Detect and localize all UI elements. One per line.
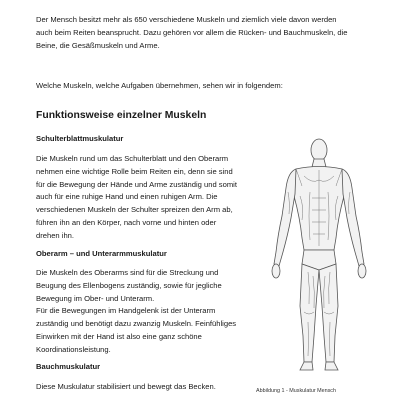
arm-line: zuständig und benötigt dazu zwanzig Muskeln. Feinfühliges [36, 319, 237, 329]
arm-line: Einwirken mit der Hand ist also eine ganz schöne [36, 331, 202, 341]
schulter-paragraph [36, 153, 237, 243]
arm-line: Beugung des Ellenbogens zuständig, sowie für jegliche [36, 280, 222, 290]
bauch-line: Diese Muskulatur stabilisiert und bewegt das Becken. [36, 382, 216, 391]
arm-line: Bewegung im Ober- und Unterarm. [36, 293, 155, 303]
schulter-heading: Schulterblattmuskulatur [36, 134, 124, 143]
figure-caption: Abbildung 1 - Muskulatur Mensch [256, 388, 337, 394]
intro-line: Beine, die Gesäßmuskeln und Arme. [36, 40, 160, 50]
arm-line: Die Muskeln des Oberarms sind für die Streckung und [36, 268, 219, 277]
schulter-line: drehen ihn. [36, 230, 74, 240]
question-line: Welche Muskeln, welche Aufgaben übernehmen, sehen wir in folgendem: [36, 81, 283, 90]
schulter-line: für die Bewegung der Hände und Arme zuständig und somit [36, 179, 237, 189]
section-heading: Funktionsweise einzelner Muskeln [36, 110, 207, 121]
muscle-figure-illustration [264, 136, 374, 376]
bauch-heading: Bauchmuskulatur [36, 362, 101, 371]
arm-paragraph [36, 267, 236, 357]
question-paragraph [36, 80, 283, 93]
schulter-line: nehmen eine wichtige Rolle beim Reiten ein, denn sie sind [36, 166, 233, 176]
schulter-line: Die Muskeln rund um das Schulterblatt und den Oberarm [36, 154, 229, 163]
schulter-line: verschiedenen Muskeln der Schulter spreizen den Arm ab, [36, 205, 233, 215]
intro-paragraph [36, 14, 366, 52]
arm-line: Für die Bewegungen im Handgelenk ist der Unterarm [36, 306, 216, 316]
arm-line: Koordinationsleistung. [36, 344, 111, 354]
schulter-line: auch für eine ruhige Hand und einen ruhigen Arm. Die [36, 192, 218, 202]
schulter-line: führen ihn an den Körper, nach vorne und hinten oder [36, 217, 217, 227]
intro-line: auch beim Reiten beansprucht. Dazu gehören vor allem die Rücken- und Bauchmuskeln, die [36, 27, 348, 37]
bauch-paragraph [36, 381, 216, 394]
arm-heading: Oberarm – und Unterarmmuskulatur [36, 249, 167, 258]
intro-line: Der Mensch besitzt mehr als 650 verschiedene Muskeln und ziemlich viele davon werden [36, 15, 337, 24]
